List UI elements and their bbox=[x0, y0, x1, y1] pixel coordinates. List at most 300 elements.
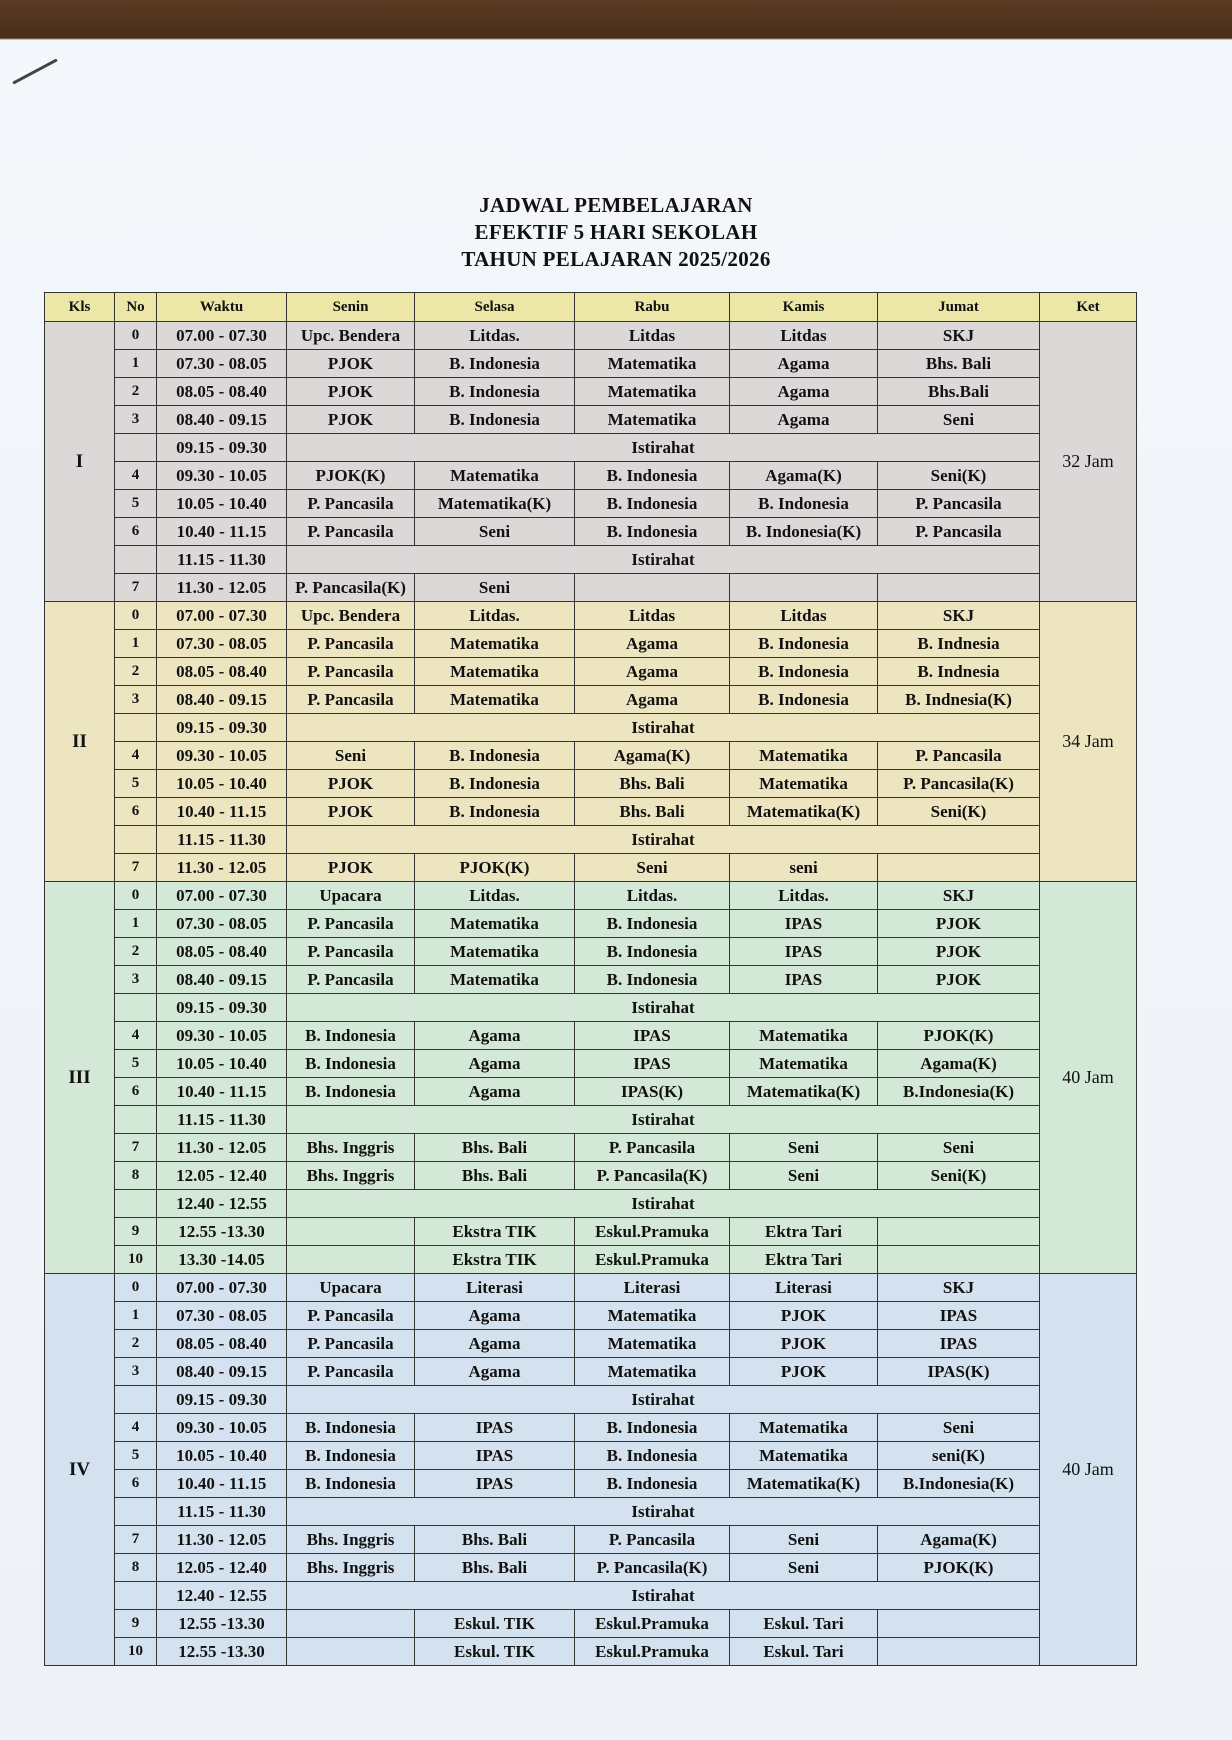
subject-senin: P. Pancasila(K) bbox=[287, 574, 415, 602]
subject-selasa: Agama bbox=[415, 1302, 575, 1330]
subject-kamis: B. Indonesia bbox=[730, 658, 878, 686]
subject-selasa: Litdas. bbox=[415, 882, 575, 910]
row-number: 1 bbox=[115, 350, 157, 378]
row-number: 4 bbox=[115, 742, 157, 770]
subject-jumat: Seni(K) bbox=[878, 798, 1040, 826]
subject-jumat: IPAS bbox=[878, 1330, 1040, 1358]
break-label: Istirahat bbox=[287, 1582, 1040, 1610]
subject-kamis: Matematika bbox=[730, 770, 878, 798]
subject-jumat: PJOK bbox=[878, 966, 1040, 994]
subject-selasa: Matematika bbox=[415, 910, 575, 938]
row-number: 3 bbox=[115, 1358, 157, 1386]
subject-rabu: Eskul.Pramuka bbox=[575, 1218, 730, 1246]
row-number bbox=[115, 1386, 157, 1414]
time-slot: 08.05 - 08.40 bbox=[157, 1330, 287, 1358]
table-row bbox=[45, 1022, 1137, 1050]
time-slot: 09.30 - 10.05 bbox=[157, 742, 287, 770]
subject-selasa: B. Indonesia bbox=[415, 742, 575, 770]
title-line-1: JADWAL PEMBELAJARAN bbox=[479, 193, 753, 217]
row-number: 4 bbox=[115, 1414, 157, 1442]
subject-kamis: Eskul. Tari bbox=[730, 1638, 878, 1666]
break-row bbox=[45, 1582, 1137, 1610]
subject-senin: PJOK bbox=[287, 350, 415, 378]
row-number bbox=[115, 714, 157, 742]
subject-kamis: PJOK bbox=[730, 1302, 878, 1330]
break-row bbox=[45, 1106, 1137, 1134]
time-slot: 10.05 - 10.40 bbox=[157, 770, 287, 798]
subject-kamis: Matematika(K) bbox=[730, 798, 878, 826]
class-label: II bbox=[45, 602, 115, 882]
subject-jumat: SKJ bbox=[878, 602, 1040, 630]
subject-senin: P. Pancasila bbox=[287, 1302, 415, 1330]
time-slot: 07.30 - 08.05 bbox=[157, 1302, 287, 1330]
time-slot: 09.30 - 10.05 bbox=[157, 1022, 287, 1050]
subject-senin: Bhs. Inggris bbox=[287, 1162, 415, 1190]
subject-senin: Upc. Bendera bbox=[287, 322, 415, 350]
row-number: 7 bbox=[115, 574, 157, 602]
row-number: 0 bbox=[115, 882, 157, 910]
subject-jumat: B. Indnesia bbox=[878, 630, 1040, 658]
time-slot: 10.05 - 10.40 bbox=[157, 1442, 287, 1470]
subject-selasa: Agama bbox=[415, 1022, 575, 1050]
table-row bbox=[45, 1442, 1137, 1470]
subject-jumat: Bhs. Bali bbox=[878, 350, 1040, 378]
row-number bbox=[115, 1498, 157, 1526]
subject-kamis: B. Indonesia(K) bbox=[730, 518, 878, 546]
subject-rabu: Matematika bbox=[575, 378, 730, 406]
row-number: 1 bbox=[115, 630, 157, 658]
time-slot: 10.40 - 11.15 bbox=[157, 798, 287, 826]
subject-kamis: Ektra Tari bbox=[730, 1246, 878, 1274]
break-row bbox=[45, 1386, 1137, 1414]
header-kls: Kls bbox=[45, 293, 115, 322]
subject-senin: P. Pancasila bbox=[287, 658, 415, 686]
total-hours: 40 Jam bbox=[1040, 882, 1137, 1274]
subject-jumat: SKJ bbox=[878, 1274, 1040, 1302]
row-number: 5 bbox=[115, 1442, 157, 1470]
row-number: 2 bbox=[115, 378, 157, 406]
row-number: 10 bbox=[115, 1246, 157, 1274]
time-slot: 10.05 - 10.40 bbox=[157, 490, 287, 518]
table-row bbox=[45, 462, 1137, 490]
header-rabu: Rabu bbox=[575, 293, 730, 322]
subject-jumat: PJOK bbox=[878, 938, 1040, 966]
row-number bbox=[115, 434, 157, 462]
subject-senin: B. Indonesia bbox=[287, 1050, 415, 1078]
subject-jumat: Agama(K) bbox=[878, 1050, 1040, 1078]
subject-senin: P. Pancasila bbox=[287, 490, 415, 518]
subject-rabu: B. Indonesia bbox=[575, 910, 730, 938]
subject-senin: PJOK bbox=[287, 798, 415, 826]
subject-senin: P. Pancasila bbox=[287, 910, 415, 938]
table-row bbox=[45, 854, 1137, 882]
subject-senin: Bhs. Inggris bbox=[287, 1134, 415, 1162]
header-kamis: Kamis bbox=[730, 293, 878, 322]
time-slot: 10.40 - 11.15 bbox=[157, 1078, 287, 1106]
row-number bbox=[115, 1582, 157, 1610]
title-line-3: TAHUN PELAJARAN 2025/2026 bbox=[461, 247, 771, 271]
title-line-2: EFEKTIF 5 HARI SEKOLAH bbox=[474, 220, 758, 244]
time-slot: 12.40 - 12.55 bbox=[157, 1582, 287, 1610]
subject-jumat: B. Indnesia(K) bbox=[878, 686, 1040, 714]
subject-rabu: P. Pancasila bbox=[575, 1526, 730, 1554]
subject-rabu: B. Indonesia bbox=[575, 462, 730, 490]
time-slot: 11.30 - 12.05 bbox=[157, 574, 287, 602]
break-row bbox=[45, 826, 1137, 854]
row-number bbox=[115, 826, 157, 854]
subject-selasa: Bhs. Bali bbox=[415, 1526, 575, 1554]
time-slot: 09.30 - 10.05 bbox=[157, 462, 287, 490]
table-row bbox=[45, 910, 1137, 938]
schedule-table bbox=[44, 292, 1137, 1666]
time-slot: 08.05 - 08.40 bbox=[157, 378, 287, 406]
subject-selasa: Ekstra TIK bbox=[415, 1218, 575, 1246]
subject-kamis: Matematika bbox=[730, 1050, 878, 1078]
subject-senin: P. Pancasila bbox=[287, 686, 415, 714]
subject-senin: PJOK bbox=[287, 406, 415, 434]
table-row bbox=[45, 406, 1137, 434]
time-slot: 09.15 - 09.30 bbox=[157, 1386, 287, 1414]
subject-rabu: B. Indonesia bbox=[575, 1414, 730, 1442]
break-label: Istirahat bbox=[287, 546, 1040, 574]
time-slot: 08.40 - 09.15 bbox=[157, 1358, 287, 1386]
subject-senin: P. Pancasila bbox=[287, 1358, 415, 1386]
subject-selasa: Matematika bbox=[415, 658, 575, 686]
subject-jumat: P. Pancasila bbox=[878, 742, 1040, 770]
time-slot: 09.30 - 10.05 bbox=[157, 1414, 287, 1442]
subject-senin: P. Pancasila bbox=[287, 938, 415, 966]
table-row bbox=[45, 1330, 1137, 1358]
subject-rabu: Litdas bbox=[575, 322, 730, 350]
time-slot: 08.05 - 08.40 bbox=[157, 938, 287, 966]
row-number: 3 bbox=[115, 686, 157, 714]
subject-selasa: B. Indonesia bbox=[415, 770, 575, 798]
break-label: Istirahat bbox=[287, 1498, 1040, 1526]
subject-kamis: Literasi bbox=[730, 1274, 878, 1302]
subject-senin bbox=[287, 1246, 415, 1274]
subject-rabu: Matematika bbox=[575, 406, 730, 434]
row-number: 2 bbox=[115, 938, 157, 966]
subject-jumat: B.Indonesia(K) bbox=[878, 1078, 1040, 1106]
break-label: Istirahat bbox=[287, 1106, 1040, 1134]
break-row bbox=[45, 994, 1137, 1022]
subject-kamis bbox=[730, 574, 878, 602]
subject-rabu: Bhs. Bali bbox=[575, 798, 730, 826]
time-slot: 09.15 - 09.30 bbox=[157, 994, 287, 1022]
subject-kamis: B. Indonesia bbox=[730, 490, 878, 518]
row-number: 6 bbox=[115, 1078, 157, 1106]
time-slot: 12.40 - 12.55 bbox=[157, 1190, 287, 1218]
time-slot: 11.15 - 11.30 bbox=[157, 546, 287, 574]
subject-selasa: Seni bbox=[415, 574, 575, 602]
time-slot: 08.40 - 09.15 bbox=[157, 686, 287, 714]
header-selasa: Selasa bbox=[415, 293, 575, 322]
time-slot: 11.15 - 11.30 bbox=[157, 1106, 287, 1134]
time-slot: 09.15 - 09.30 bbox=[157, 434, 287, 462]
subject-selasa: Agama bbox=[415, 1358, 575, 1386]
subject-rabu: IPAS bbox=[575, 1022, 730, 1050]
subject-kamis: Seni bbox=[730, 1554, 878, 1582]
subject-rabu: P. Pancasila bbox=[575, 1134, 730, 1162]
table-row bbox=[45, 630, 1137, 658]
subject-senin: Upacara bbox=[287, 882, 415, 910]
subject-kamis: Litdas. bbox=[730, 882, 878, 910]
subject-rabu: Litdas. bbox=[575, 882, 730, 910]
subject-senin: Upc. Bendera bbox=[287, 602, 415, 630]
subject-selasa: Bhs. Bali bbox=[415, 1554, 575, 1582]
subject-selasa: B. Indonesia bbox=[415, 798, 575, 826]
table-row bbox=[45, 658, 1137, 686]
subject-rabu bbox=[575, 574, 730, 602]
time-slot: 11.30 - 12.05 bbox=[157, 854, 287, 882]
subject-jumat: B. Indnesia bbox=[878, 658, 1040, 686]
subject-jumat: Seni(K) bbox=[878, 462, 1040, 490]
time-slot: 07.00 - 07.30 bbox=[157, 602, 287, 630]
row-number: 4 bbox=[115, 462, 157, 490]
subject-kamis: Matematika bbox=[730, 742, 878, 770]
header-row bbox=[45, 293, 1137, 322]
table-row bbox=[45, 1638, 1137, 1666]
time-slot: 08.40 - 09.15 bbox=[157, 406, 287, 434]
subject-selasa: Matematika bbox=[415, 938, 575, 966]
subject-selasa: Agama bbox=[415, 1078, 575, 1106]
subject-kamis: Matematika(K) bbox=[730, 1470, 878, 1498]
row-number bbox=[115, 1190, 157, 1218]
time-slot: 12.55 -13.30 bbox=[157, 1638, 287, 1666]
table-row bbox=[45, 490, 1137, 518]
subject-jumat bbox=[878, 1218, 1040, 1246]
table-row bbox=[45, 1302, 1137, 1330]
header-senin: Senin bbox=[287, 293, 415, 322]
break-label: Istirahat bbox=[287, 994, 1040, 1022]
subject-selasa: IPAS bbox=[415, 1442, 575, 1470]
subject-selasa: Ekstra TIK bbox=[415, 1246, 575, 1274]
subject-kamis: Matematika bbox=[730, 1022, 878, 1050]
total-hours: 34 Jam bbox=[1040, 602, 1137, 882]
break-row bbox=[45, 714, 1137, 742]
subject-selasa: B. Indonesia bbox=[415, 350, 575, 378]
subject-senin: P. Pancasila bbox=[287, 518, 415, 546]
break-label: Istirahat bbox=[287, 1386, 1040, 1414]
subject-senin: PJOK(K) bbox=[287, 462, 415, 490]
subject-senin: B. Indonesia bbox=[287, 1022, 415, 1050]
subject-rabu: B. Indonesia bbox=[575, 490, 730, 518]
subject-kamis: Matematika(K) bbox=[730, 1078, 878, 1106]
time-slot: 13.30 -14.05 bbox=[157, 1246, 287, 1274]
break-label: Istirahat bbox=[287, 1190, 1040, 1218]
subject-kamis: IPAS bbox=[730, 910, 878, 938]
subject-jumat: Seni bbox=[878, 1414, 1040, 1442]
subject-rabu: Matematika bbox=[575, 1302, 730, 1330]
table-row bbox=[45, 1274, 1137, 1302]
subject-senin: Upacara bbox=[287, 1274, 415, 1302]
time-slot: 07.00 - 07.30 bbox=[157, 322, 287, 350]
subject-rabu: Literasi bbox=[575, 1274, 730, 1302]
subject-rabu: Eskul.Pramuka bbox=[575, 1610, 730, 1638]
subject-selasa: B. Indonesia bbox=[415, 378, 575, 406]
subject-kamis: PJOK bbox=[730, 1358, 878, 1386]
subject-rabu: Seni bbox=[575, 854, 730, 882]
time-slot: 07.00 - 07.30 bbox=[157, 1274, 287, 1302]
subject-selasa: Matematika bbox=[415, 686, 575, 714]
subject-selasa: B. Indonesia bbox=[415, 406, 575, 434]
table-row bbox=[45, 378, 1137, 406]
time-slot: 07.30 - 08.05 bbox=[157, 910, 287, 938]
table-row bbox=[45, 1470, 1137, 1498]
row-number: 3 bbox=[115, 966, 157, 994]
subject-jumat: B.Indonesia(K) bbox=[878, 1470, 1040, 1498]
subject-senin: PJOK bbox=[287, 770, 415, 798]
subject-senin: B. Indonesia bbox=[287, 1442, 415, 1470]
break-label: Istirahat bbox=[287, 826, 1040, 854]
time-slot: 07.30 - 08.05 bbox=[157, 350, 287, 378]
subject-selasa: Eskul. TIK bbox=[415, 1638, 575, 1666]
table-row bbox=[45, 966, 1137, 994]
time-slot: 11.30 - 12.05 bbox=[157, 1134, 287, 1162]
subject-kamis: PJOK bbox=[730, 1330, 878, 1358]
class-label: I bbox=[45, 322, 115, 602]
table-row bbox=[45, 798, 1137, 826]
subject-jumat: Agama(K) bbox=[878, 1526, 1040, 1554]
subject-kamis: Agama bbox=[730, 378, 878, 406]
subject-kamis: Litdas bbox=[730, 322, 878, 350]
subject-rabu: IPAS(K) bbox=[575, 1078, 730, 1106]
row-number: 2 bbox=[115, 658, 157, 686]
subject-jumat bbox=[878, 1246, 1040, 1274]
break-row bbox=[45, 434, 1137, 462]
subject-senin: B. Indonesia bbox=[287, 1078, 415, 1106]
subject-senin: Seni bbox=[287, 742, 415, 770]
subject-kamis: B. Indonesia bbox=[730, 630, 878, 658]
subject-selasa: Matematika bbox=[415, 630, 575, 658]
subject-kamis: Seni bbox=[730, 1134, 878, 1162]
table-row bbox=[45, 686, 1137, 714]
subject-kamis: Seni bbox=[730, 1526, 878, 1554]
row-number: 5 bbox=[115, 770, 157, 798]
time-slot: 07.00 - 07.30 bbox=[157, 882, 287, 910]
row-number: 10 bbox=[115, 1638, 157, 1666]
time-slot: 09.15 - 09.30 bbox=[157, 714, 287, 742]
subject-jumat: PJOK(K) bbox=[878, 1022, 1040, 1050]
table-row bbox=[45, 938, 1137, 966]
subject-selasa: Agama bbox=[415, 1330, 575, 1358]
time-slot: 11.15 - 11.30 bbox=[157, 1498, 287, 1526]
subject-selasa: Eskul. TIK bbox=[415, 1610, 575, 1638]
table-row bbox=[45, 1246, 1137, 1274]
subject-rabu: Agama bbox=[575, 658, 730, 686]
subject-selasa: Agama bbox=[415, 1050, 575, 1078]
subject-rabu: Eskul.Pramuka bbox=[575, 1246, 730, 1274]
table-row bbox=[45, 1526, 1137, 1554]
table-row bbox=[45, 322, 1137, 350]
subject-selasa: Litdas. bbox=[415, 602, 575, 630]
row-number: 6 bbox=[115, 798, 157, 826]
subject-jumat: IPAS bbox=[878, 1302, 1040, 1330]
subject-senin: Bhs. Inggris bbox=[287, 1526, 415, 1554]
table-row bbox=[45, 1218, 1137, 1246]
subject-rabu: Eskul.Pramuka bbox=[575, 1638, 730, 1666]
time-slot: 12.05 - 12.40 bbox=[157, 1554, 287, 1582]
subject-jumat: seni(K) bbox=[878, 1442, 1040, 1470]
subject-rabu: B. Indonesia bbox=[575, 938, 730, 966]
row-number: 0 bbox=[115, 1274, 157, 1302]
subject-kamis: Agama bbox=[730, 406, 878, 434]
row-number: 2 bbox=[115, 1330, 157, 1358]
subject-selasa: IPAS bbox=[415, 1470, 575, 1498]
row-number bbox=[115, 994, 157, 1022]
class-label: III bbox=[45, 882, 115, 1274]
total-hours: 40 Jam bbox=[1040, 1274, 1137, 1666]
break-label: Istirahat bbox=[287, 714, 1040, 742]
subject-rabu: Litdas bbox=[575, 602, 730, 630]
break-row bbox=[45, 546, 1137, 574]
row-number: 7 bbox=[115, 1526, 157, 1554]
time-slot: 12.55 -13.30 bbox=[157, 1218, 287, 1246]
time-slot: 08.40 - 09.15 bbox=[157, 966, 287, 994]
subject-senin bbox=[287, 1610, 415, 1638]
subject-rabu: B. Indonesia bbox=[575, 1470, 730, 1498]
subject-rabu: Bhs. Bali bbox=[575, 770, 730, 798]
subject-senin bbox=[287, 1638, 415, 1666]
subject-senin: Bhs. Inggris bbox=[287, 1554, 415, 1582]
subject-jumat: PJOK bbox=[878, 910, 1040, 938]
subject-jumat: P. Pancasila bbox=[878, 518, 1040, 546]
subject-kamis: Eskul. Tari bbox=[730, 1610, 878, 1638]
row-number: 9 bbox=[115, 1218, 157, 1246]
subject-kamis: seni bbox=[730, 854, 878, 882]
subject-jumat bbox=[878, 1610, 1040, 1638]
subject-rabu: Agama bbox=[575, 630, 730, 658]
row-number: 1 bbox=[115, 910, 157, 938]
time-slot: 10.40 - 11.15 bbox=[157, 518, 287, 546]
subject-kamis: IPAS bbox=[730, 966, 878, 994]
table-row bbox=[45, 518, 1137, 546]
time-slot: 10.05 - 10.40 bbox=[157, 1050, 287, 1078]
subject-rabu: B. Indonesia bbox=[575, 966, 730, 994]
subject-senin: PJOK bbox=[287, 378, 415, 406]
row-number: 8 bbox=[115, 1162, 157, 1190]
header-no: No bbox=[115, 293, 157, 322]
subject-jumat: PJOK(K) bbox=[878, 1554, 1040, 1582]
table-row bbox=[45, 1078, 1137, 1106]
subject-selasa: Matematika bbox=[415, 966, 575, 994]
subject-rabu: B. Indonesia bbox=[575, 1442, 730, 1470]
subject-rabu: P. Pancasila(K) bbox=[575, 1554, 730, 1582]
subject-kamis: Ektra Tari bbox=[730, 1218, 878, 1246]
subject-senin: P. Pancasila bbox=[287, 966, 415, 994]
document-title bbox=[0, 192, 1232, 273]
subject-jumat: P. Pancasila bbox=[878, 490, 1040, 518]
subject-jumat bbox=[878, 574, 1040, 602]
row-number: 7 bbox=[115, 1134, 157, 1162]
row-number: 6 bbox=[115, 518, 157, 546]
break-row bbox=[45, 1498, 1137, 1526]
subject-senin: P. Pancasila bbox=[287, 630, 415, 658]
row-number: 5 bbox=[115, 490, 157, 518]
subject-jumat: SKJ bbox=[878, 322, 1040, 350]
subject-rabu: Matematika bbox=[575, 1358, 730, 1386]
break-row bbox=[45, 1190, 1137, 1218]
subject-rabu: IPAS bbox=[575, 1050, 730, 1078]
table-row bbox=[45, 1162, 1137, 1190]
time-slot: 08.05 - 08.40 bbox=[157, 658, 287, 686]
table-row bbox=[45, 1358, 1137, 1386]
time-slot: 11.15 - 11.30 bbox=[157, 826, 287, 854]
subject-senin: PJOK bbox=[287, 854, 415, 882]
subject-jumat: Bhs.Bali bbox=[878, 378, 1040, 406]
table-row bbox=[45, 602, 1137, 630]
row-number: 9 bbox=[115, 1610, 157, 1638]
